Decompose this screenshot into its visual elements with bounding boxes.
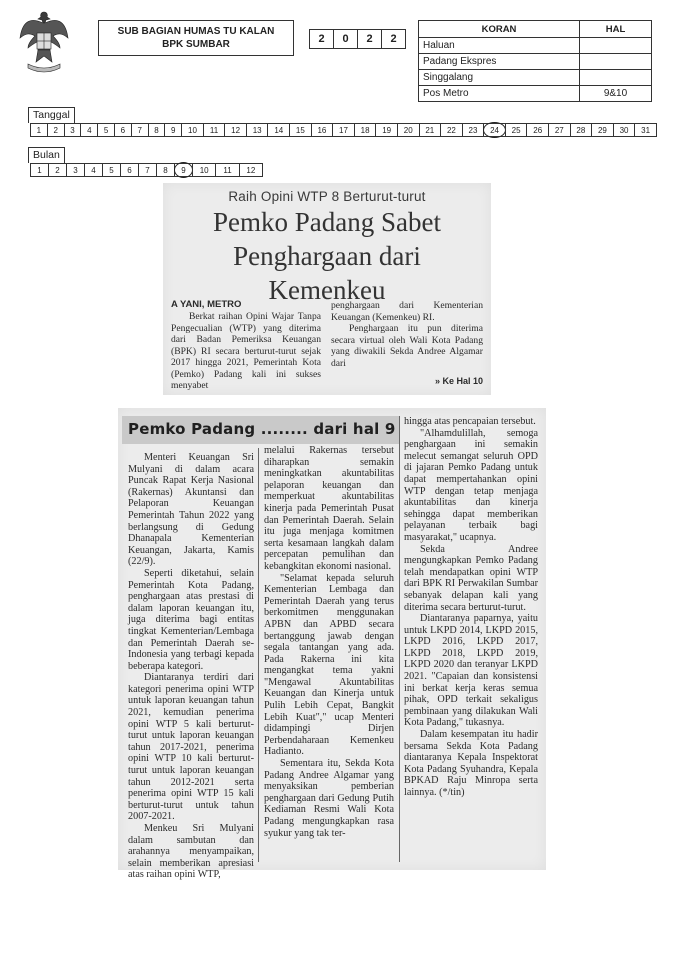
office-label-box xyxy=(98,20,294,56)
newspaper-page: 9&10 xyxy=(580,86,652,102)
year-digit: 0 xyxy=(333,29,358,49)
day-cell: 8 xyxy=(148,123,166,137)
headline-line: Pemko Padang Sabet xyxy=(213,207,441,237)
newspaper-page xyxy=(580,70,652,86)
day-cell: 4 xyxy=(80,123,98,137)
month-cell: 2 xyxy=(48,163,67,177)
day-cell: 17 xyxy=(332,123,355,137)
newspaper-name: Pos Metro xyxy=(419,86,580,102)
article-paragraph: "Selamat kepada seluruh Kementerian Lembaga dan Pemerintah Daerah yang terus berkomitmen menggunakan APBN dan APBD secara bertanggung jawab dengan segala tantangan yang ada. Pada Rakerna ini kita mengangkat tema yakni "Mengawal Akuntabilitas Keuangan dan Kinerja untuk Pulih Lebih Cepat, Bangkit Lebih Kuat"," ucap Menteri didampingi Dirjen Perbendaharaan Kemenkeu Hadianto. xyxy=(264,572,394,758)
day-cell: 31 xyxy=(634,123,657,137)
year-digit: 2 xyxy=(309,29,334,49)
day-cell: 16 xyxy=(311,123,334,137)
day-cell: 10 xyxy=(181,123,204,137)
day-cell: 20 xyxy=(397,123,420,137)
table-row xyxy=(419,70,652,86)
article-paragraph: Menkeu Sri Mulyani dalam sambutan dan arahannya menyampaikan, selain memberikan apresiasi atas raihan opini WTP, xyxy=(128,823,254,881)
continuation-title: Pemko Padang ........ dari hal 9 xyxy=(128,420,396,438)
month-cell: 5 xyxy=(102,163,121,177)
article-paragraph: Penghargaan itu pun diterima secara virtual oleh Wali Kota Padang yang diwakili Sekda Andree Algamar dari xyxy=(331,323,483,369)
article-column xyxy=(404,416,538,799)
month-cell: 4 xyxy=(84,163,103,177)
koran-header: KORAN xyxy=(419,21,580,38)
month-cell: 9 xyxy=(174,163,193,177)
month-cell: 3 xyxy=(66,163,85,177)
column-divider xyxy=(258,448,259,862)
year-box xyxy=(310,29,406,49)
continued-text: Ke Hal 10 xyxy=(442,376,483,386)
headline-line: Kemenkeu xyxy=(268,275,386,305)
year-digit: 2 xyxy=(357,29,382,49)
article-paragraph: Sementara itu, Sekda Kota Padang Andree Algamar yang menyaksikan pemberian penghargaan dari Gedung Putih Kediaman Resmi Wali Kota Padang mengungkapkan rasa syukur yang tak ter- xyxy=(264,758,394,839)
article-column xyxy=(331,300,483,369)
continued-marker xyxy=(435,376,483,386)
day-cell: 6 xyxy=(114,123,132,137)
tanggal-label: Tanggal xyxy=(28,107,75,123)
month-cell: 11 xyxy=(215,163,239,177)
garuda-emblem-icon xyxy=(16,6,72,76)
double-chevron-icon: » xyxy=(434,376,440,386)
headline-line: Penghargaan dari xyxy=(233,241,421,271)
office-line2: BPK SUMBAR xyxy=(162,39,230,50)
bulan-label: Bulan xyxy=(28,147,65,163)
day-cell: 13 xyxy=(246,123,269,137)
newspaper-name: Singgalang xyxy=(419,70,580,86)
article-paragraph: penghargaan dari Kementerian Keuangan (Kemenkeu) RI. xyxy=(331,300,483,323)
day-cell: 26 xyxy=(526,123,549,137)
newspaper-name: Padang Ekspres xyxy=(419,54,580,70)
article-column xyxy=(264,445,394,839)
year-digit: 2 xyxy=(381,29,406,49)
newspaper-page xyxy=(580,54,652,70)
table-row xyxy=(419,86,652,102)
column-divider xyxy=(399,416,400,862)
newspaper-page xyxy=(580,38,652,54)
day-cell: 23 xyxy=(462,123,485,137)
article-paragraph: Diantaranya paparnya, yaitu untuk LKPD 2014, LKPD 2015, LKPD 2016, LKPD 2017, LKPD 2018, LKPD 2019, LKPD 2020 dan teranyar LKPD 2021. "Capaian dan konsistensi ini berkat kerja keras semua pihak, OPD terkait sekaligus pembinaan yang dilakukan Wali Kota Padang," tukasnya. xyxy=(404,613,538,729)
article-kicker: Raih Opini WTP 8 Berturut-turut xyxy=(228,189,426,204)
article-column xyxy=(128,452,254,881)
month-cell: 8 xyxy=(156,163,175,177)
article-paragraph: Diantaranya terdiri dari kategori penerima opini WTP untuk laporan keuangan tahun 2021, kemudian penerima opini WTP 5 kali berturut-turut untuk laporan keuangan tahun 2017-2021, penerima opini WTP 10 kali berturut-turut untuk laporan keuangan tahun 2012-2021 serta penerima opini WTP 15 kali berturut-turut untuk tahun 2007-2021. xyxy=(128,672,254,823)
article-byline: A YANI, METRO xyxy=(171,299,242,310)
day-cell: 2 xyxy=(47,123,65,137)
hal-header: HAL xyxy=(580,21,652,38)
day-cell: 1 xyxy=(30,123,48,137)
day-cell: 25 xyxy=(505,123,528,137)
day-cell: 30 xyxy=(613,123,636,137)
day-cell: 9 xyxy=(164,123,182,137)
day-cell: 19 xyxy=(375,123,398,137)
day-strip xyxy=(31,123,657,137)
newspaper-table xyxy=(418,20,652,102)
article-paragraph: Menteri Keuangan Sri Mulyani di dalam acara Puncak Rapat Kerja Nasional (Rakernas) Akuntansi dan Pelaporan Keuangan Pemerintah Tahun 2022 yang berlangsung di Gedung Dhanapala Kementerian Keuangan, Jakarta, Kamis (22/9). xyxy=(128,452,254,568)
article-paragraph: Dalam kesempatan itu hadir bersama Sekda Kota Padang diantaranya Kepala Inspektorat Kota Padang Syuhandra, Kepala BPKAD Raju Minropa serta lainnya. (*/tin) xyxy=(404,729,538,798)
day-cell: 29 xyxy=(591,123,614,137)
continuation-title-bar xyxy=(122,416,400,444)
office-line1: SUB BAGIAN HUMAS TU KALAN xyxy=(117,26,275,37)
day-cell: 5 xyxy=(97,123,115,137)
news-clipping-front xyxy=(163,183,491,395)
day-cell: 22 xyxy=(440,123,463,137)
day-cell: 3 xyxy=(64,123,82,137)
newspaper-name: Haluan xyxy=(419,38,580,54)
day-cell: 15 xyxy=(289,123,312,137)
day-cell: 24 xyxy=(483,123,506,137)
article-paragraph: melalui Rakernas tersebut diharapkan semakin meningkatkan akuntabilitas pelaporan keuangan dan memperkuat akuntabilitas kinerja pada Pemerintah Pusat dan Pemerintah Daerah. Selain itu juga menjaga komitmen serta kesamaan langkah dalam percepatan pemulihan dan kebangkitan ekonomi nasional. xyxy=(264,445,394,572)
news-clipping-continuation xyxy=(118,408,546,881)
month-strip xyxy=(31,163,263,177)
article-paragraph: hingga atas pencapaian tersebut. xyxy=(404,416,536,427)
day-cell: 27 xyxy=(548,123,571,137)
day-cell: 12 xyxy=(224,123,247,137)
day-cell: 28 xyxy=(570,123,593,137)
day-cell: 11 xyxy=(203,123,226,137)
day-cell: 18 xyxy=(354,123,377,137)
article-paragraph: Berkat raihan Opini Wajar Tanpa Pengecualian (WTP) yang diterima dari Badan Pemeriksa Keuangan (BPK) RI secara berturut-turut sejak 2017 hingga 2021, Pemerintah Kota (Pemko) Padang kali ini sukses menyabet xyxy=(171,311,321,391)
article-paragraph: "Alhamdulillah, semoga penghargaan ini semakin melecut semangat seluruh OPD di jajaran Pemko Padang untuk dapat mempertahankan opini WTP dengan tetap menjaga akuntabilitas dan kinerja sehingga dapat memberikan pelayanan terbaik bagi masyarakat," ucapnya. xyxy=(404,427,538,543)
article-headline xyxy=(163,205,491,307)
article-paragraph: Seperti diketahui, selain Pemerintah Kota Padang, penghargaan atas prestasi di dalam laporan keuangan itu, juga diterima bagi entitas tingkat Kementerian/Lembaga dan Pemerintah Daerah se-Indonesia yang terbagi kepada beberapa kategori. xyxy=(128,567,254,672)
table-row xyxy=(419,38,652,54)
day-cell: 7 xyxy=(131,123,149,137)
month-cell: 7 xyxy=(138,163,157,177)
month-cell: 10 xyxy=(192,163,216,177)
month-cell: 1 xyxy=(30,163,49,177)
newspaper-table-header xyxy=(419,21,652,38)
day-cell: 14 xyxy=(267,123,290,137)
day-cell: 21 xyxy=(419,123,442,137)
article-paragraph: Sekda Andree mengungkapkan Pemko Padang telah mendapatkan opini WTP dari BPK RI Perwakilan Sumbar sebanyak delapan kali yang diterima secara berturut-turut. xyxy=(404,543,538,613)
table-row xyxy=(419,54,652,70)
month-cell: 6 xyxy=(120,163,139,177)
month-cell: 12 xyxy=(239,163,263,177)
